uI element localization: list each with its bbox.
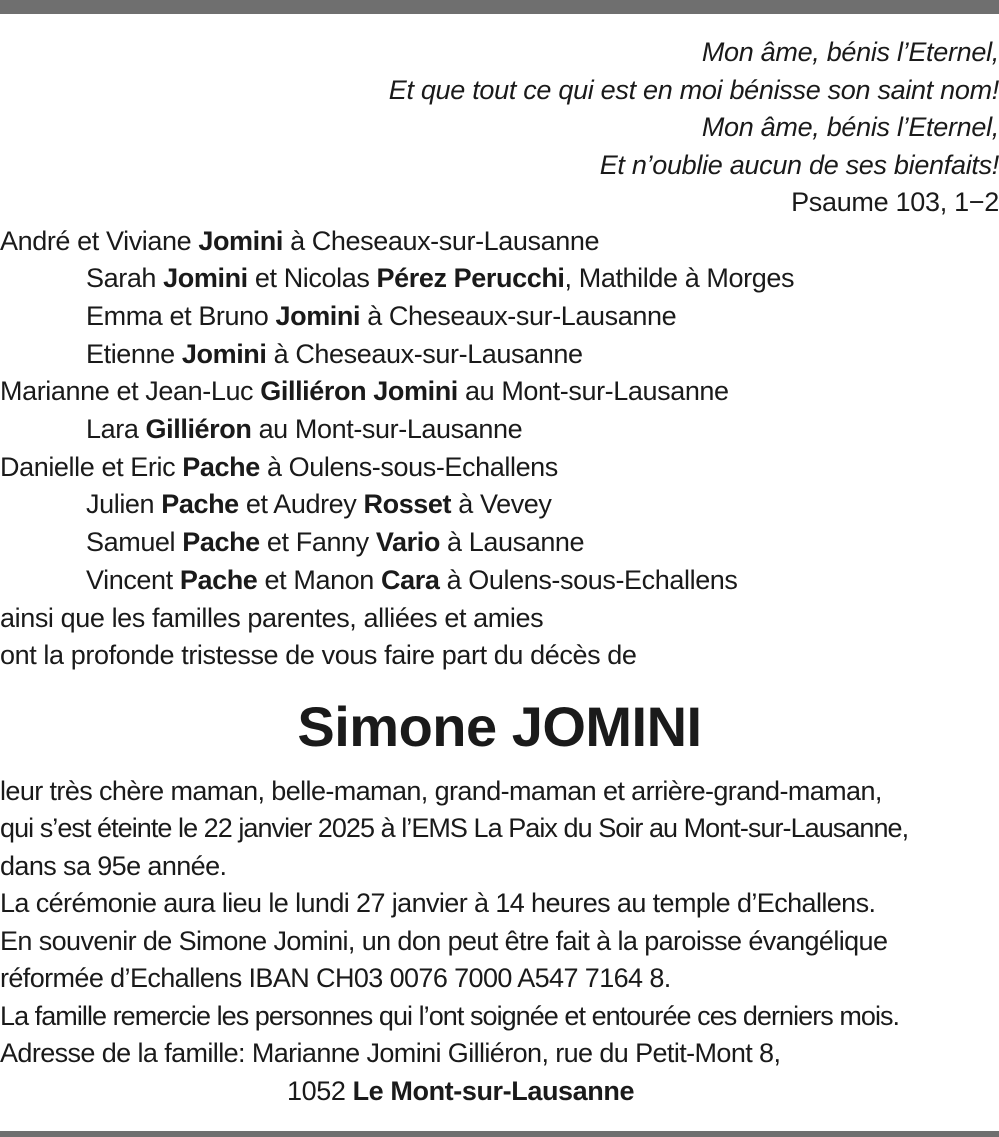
body-line: En souvenir de Simone Jomini, un don peut être fait à la paroisse évangélique: [0, 925, 888, 956]
family-line: [0, 486, 999, 524]
psalm-reference: Psaume 103, 1−2: [791, 187, 999, 217]
family-line: [0, 562, 999, 600]
family-text: Vincent: [86, 564, 180, 595]
family-text: Danielle et Eric: [0, 451, 183, 482]
family-text: Emma et Bruno: [86, 300, 276, 331]
family-surname: Jomini: [275, 300, 361, 331]
family-text: Samuel: [86, 527, 183, 558]
bottom-rule: [0, 1131, 999, 1137]
family-surname: Pache: [161, 489, 239, 520]
family-list: [0, 223, 999, 675]
family-line: [0, 449, 999, 487]
family-text: et Nicolas: [247, 263, 377, 294]
body-line: leur très chère maman, belle-maman, grand-maman et arrière-grand-maman,: [0, 775, 882, 806]
psalm-line: Mon âme, bénis l’Eternel,: [701, 37, 999, 67]
family-surname: Pache: [179, 564, 258, 595]
family-text: au Mont-sur-Lausanne: [251, 414, 523, 445]
family-text: Sarah: [86, 263, 164, 294]
family-closing-line: ainsi que les familles parentes, alliées et amies: [0, 602, 544, 633]
family-text: à Cheseaux-sur-Lausanne: [266, 338, 583, 369]
family-surname: Vario: [375, 527, 440, 558]
family-surname: Pache: [182, 527, 260, 558]
family-text: Lara: [86, 414, 146, 445]
family-surname: Gilliéron: [145, 414, 252, 445]
family-text: André et Viviane: [0, 225, 199, 256]
family-surname: Jomini: [181, 338, 267, 369]
family-text: au Mont-sur-Lausanne: [457, 376, 729, 407]
family-address-locality: [0, 1073, 999, 1111]
psalm-quote: [0, 34, 999, 222]
family-surname: Pache: [182, 451, 260, 482]
family-text: et Audrey: [238, 489, 364, 520]
notice-body: [0, 773, 999, 1111]
postal-code: 1052: [287, 1075, 353, 1106]
family-text: à Lausanne: [439, 527, 585, 558]
family-surname: Jomini: [163, 263, 248, 294]
body-line: La cérémonie aura lieu le lundi 27 janvier à 14 heures au temple d’Echallens.: [0, 888, 876, 919]
family-line: [0, 373, 999, 411]
top-rule: [0, 0, 999, 14]
psalm-line: Mon âme, bénis l’Eternel,: [701, 112, 999, 142]
family-text: Julien: [86, 489, 162, 520]
family-line: [0, 298, 999, 336]
family-text: à Oulens-sous-Echallens: [259, 451, 558, 482]
family-text: à Cheseaux-sur-Lausanne: [360, 300, 677, 331]
announcement-line: ont la profonde tristesse de vous faire part du décès de: [0, 640, 637, 671]
psalm-line: Et n’oublie aucun de ses bienfaits!: [599, 149, 999, 180]
family-line: [0, 260, 999, 298]
deceased-name: Simone JOMINI: [297, 694, 702, 758]
family-text: , Mathilde à Morges: [564, 263, 795, 294]
family-text: à Oulens-sous-Echallens: [439, 564, 738, 595]
family-text: et Fanny: [259, 527, 376, 558]
body-line: dans sa 95e année.: [0, 850, 227, 881]
family-surname: Gilliéron Jomini: [260, 376, 458, 407]
body-line: Adresse de la famille: Marianne Jomini Gilliéron, rue du Petit-Mont 8,: [0, 1038, 781, 1069]
family-text: et Manon: [257, 564, 382, 595]
family-line: [0, 336, 999, 374]
family-line: [0, 411, 999, 449]
family-surname: Rosset: [363, 489, 452, 520]
family-text: à Cheseaux-sur-Lausanne: [282, 225, 600, 256]
obituary-notice: [0, 34, 999, 1110]
family-surname: Jomini: [198, 225, 283, 256]
family-text: Etienne: [86, 338, 182, 369]
family-line: [0, 223, 999, 261]
family-surname: Cara: [381, 564, 440, 595]
family-text: à Vevey: [451, 489, 552, 520]
family-surname: Pérez Perucchi: [376, 263, 565, 294]
body-line: réformée d’Echallens IBAN CH03 0076 7000 A547 7164 8.: [0, 963, 671, 994]
locality: Le Mont-sur-Lausanne: [352, 1075, 635, 1106]
body-line: qui s’est éteinte le 22 janvier 2025 à l’EMS La Paix du Soir au Mont-sur-Lausanne,: [0, 813, 909, 844]
body-line: La famille remercie les personnes qui l’ont soignée et entourée ces derniers mois.: [0, 1000, 900, 1031]
family-text: Marianne et Jean-Luc: [0, 376, 261, 407]
family-line: [0, 524, 999, 562]
psalm-line: Et que tout ce qui est en moi bénisse son saint nom!: [388, 74, 999, 105]
